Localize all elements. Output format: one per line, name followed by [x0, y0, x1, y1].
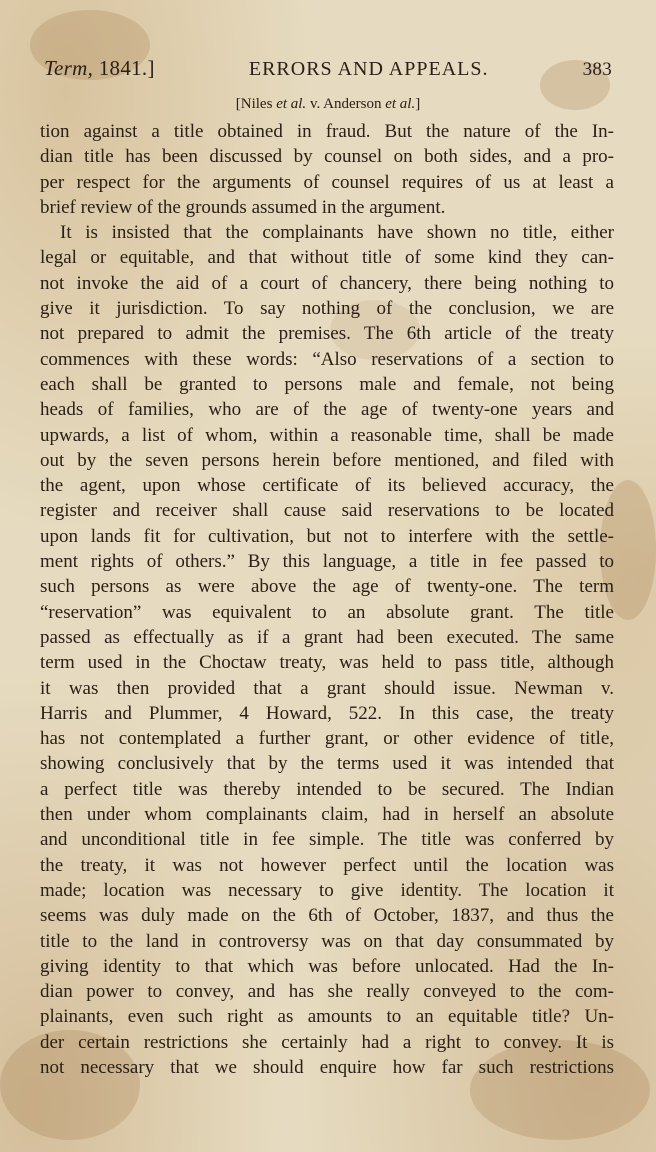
text-line: then under whom complainants claim, had in herself an absolute: [40, 804, 614, 826]
case-caption-close: ]: [415, 96, 421, 112]
body-text: [40, 119, 614, 1080]
text-line: showing conclusively that by the terms used it was intended that: [40, 753, 614, 775]
text-line: such persons as were above the age of twenty-one. The term: [40, 576, 614, 598]
text-line: the agent, upon whose certificate of its believed accuracy, the: [40, 475, 614, 497]
page-number: 383: [582, 59, 612, 80]
text-line: upwards, a list of whom, within a reasonable time, shall be made: [40, 424, 614, 446]
text-line: not prepared to admit the premises. The 6th article of the treaty: [40, 323, 614, 345]
term-year: 1841.]: [98, 56, 155, 80]
text-line: plainants, even such right as amounts to an equitable title? Un-: [40, 1006, 614, 1028]
case-caption-etal-2: et al.: [385, 96, 416, 112]
text-line: and unconditional title in fee simple. The title was conferred by: [40, 829, 614, 851]
case-caption-mid: v. Anderson: [306, 96, 386, 112]
text-line: each shall be granted to persons male and female, not being: [40, 373, 614, 395]
text-line: term used in the Choctaw treaty, was held to pass title, although: [40, 652, 614, 674]
text-line: It is insisted that the complainants have shown no title, either: [60, 222, 614, 244]
running-head-term: [44, 56, 155, 81]
text-line: per respect for the arguments of counsel requires of us at least a: [40, 171, 614, 193]
text-line: out by the seven persons herein before mentioned, and filed with: [40, 449, 614, 471]
text-line: commences with these words: “Also reservations of a section to: [40, 348, 614, 370]
text-line: Harris and Plummer, 4 Howard, 522. In this case, the treaty: [40, 702, 614, 724]
text-line: a perfect title was thereby intended to be secured. The Indian: [40, 778, 614, 800]
case-caption-etal-1: et al.: [276, 96, 307, 112]
text-line: not necessary that we should enquire how far such restrictions: [40, 1056, 614, 1078]
text-line: has not contemplated a further grant, or other evidence of title,: [40, 728, 614, 750]
text-line: dian power to convey, and has she really conveyed to the com-: [40, 981, 614, 1003]
text-line: not invoke the aid of a court of chancery, there being nothing to: [40, 272, 614, 294]
case-caption-open: [Niles: [235, 96, 277, 112]
text-line: der certain restrictions she certainly had a right to convey. It is: [40, 1031, 614, 1053]
running-head-title: ERRORS AND APPEALS.: [248, 58, 489, 80]
text-line: the treaty, it was not however perfect until the location was: [40, 854, 614, 876]
text-line: upon lands fit for cultivation, but not to interfere with the settle-: [40, 525, 614, 547]
text-line: “reservation” was equivalent to an absolute grant. The title: [40, 601, 614, 623]
term-label: Term,: [44, 56, 94, 80]
text-line: it was then provided that a grant should issue. Newman v.: [40, 677, 614, 699]
text-line: heads of families, who are of the age of twenty-one years and: [40, 399, 614, 421]
text-line: passed as effectually as if a grant had been executed. The same: [40, 626, 614, 648]
text-line: title to the land in controversy was on that day consummated by: [40, 930, 614, 952]
text-line: ment rights of others.” By this language, a title in fee passed to: [40, 551, 614, 573]
text-line: brief review of the grounds assumed in the argument.: [40, 196, 446, 218]
text-line: seems was duly made on the 6th of October, 1837, and thus the: [40, 905, 614, 927]
text-line: dian title has been discussed by counsel on both sides, and a pro-: [40, 146, 614, 168]
text-line: made; location was necessary to give identity. The location it: [40, 879, 614, 901]
case-caption: [0, 96, 656, 113]
running-head: [44, 56, 612, 82]
text-line: legal or equitable, and that without title of some kind they can-: [40, 247, 614, 269]
text-line: give it jurisdiction. To say nothing of the conclusion, we are: [40, 298, 614, 320]
text-line: tion against a title obtained in fraud. But the nature of the In-: [40, 121, 614, 142]
text-line: register and receiver shall cause said reservations to be located: [40, 500, 614, 522]
text-line: giving identity to that which was before unlocated. Had the In-: [40, 955, 614, 977]
